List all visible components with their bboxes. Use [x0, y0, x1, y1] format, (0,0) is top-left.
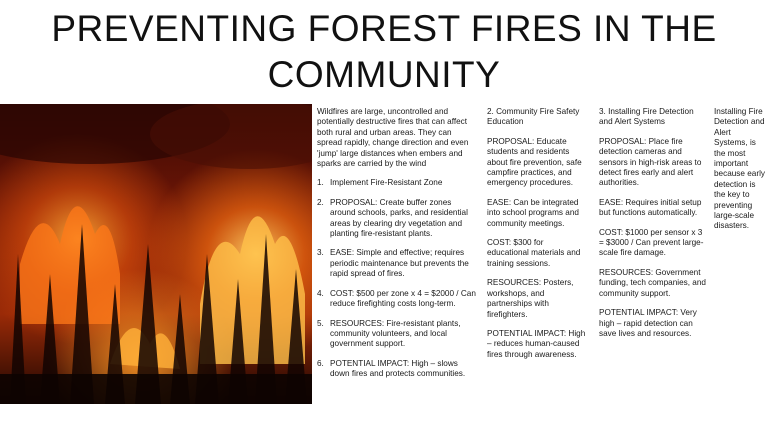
column-fire-detection-systems — [599, 107, 709, 348]
list-item: 5. RESOURCES: Fire-resistant plants, community volunteers, and local government support. — [317, 318, 461, 349]
intro-paragraph: Wildfires are large, uncontrolled and potentially destructive fires that can affect both rural and urban areas. They can spread rapidly, change direction and even 'jump' large distances when embers and sparks are carried by the wind — [317, 107, 469, 169]
impact-text: POTENTIAL IMPACT: High – reduces human-caused fires through awareness. — [487, 328, 586, 359]
list-item: 4. COST: $500 per zone x 4 = $2000 / Can reduce firefighting costs long-term. — [317, 288, 476, 309]
section-heading: 2. Community Fire Safety Education — [487, 107, 580, 127]
column-conclusion — [714, 107, 766, 241]
list-item: 2. PROPOSAL: Create buffer zones around schools, parks, and residential areas by clearing dry vegetation and planting fire-resistant plants. — [317, 197, 468, 239]
slide-title-line-1: PREVENTING FOREST FIRES IN THE — [51, 8, 717, 49]
column-fire-safety-education — [487, 107, 587, 369]
list-item: 6. POTENTIAL IMPACT: High – slows down fires and protects communities. — [317, 358, 466, 379]
forest-fire-photo — [0, 104, 312, 404]
section-heading: 3. Installing Fire Detection and Alert Systems — [599, 107, 694, 127]
resources-text: RESOURCES: Government funding, tech companies, and community support. — [599, 267, 706, 298]
slide-title-line-2: COMMUNITY — [267, 54, 501, 95]
ease-text: EASE: Can be integrated into school programs and community meetings. — [487, 197, 579, 228]
conclusion-text: Installing Fire Detection and Alert Systems, is the most important because early detection is the key to preventing large-scale disasters. — [714, 107, 765, 231]
list-item: 3. EASE: Simple and effective; requires periodic maintenance but prevents the rapid spread of fires. — [317, 248, 469, 279]
list-item: 1. Implement Fire-Resistant Zone — [317, 178, 443, 188]
column-wildfires-overview — [317, 107, 477, 389]
ease-text: EASE: Requires initial setup but functions automatically. — [599, 197, 702, 218]
cost-text: COST: $300 for educational materials and training sessions. — [487, 238, 581, 268]
proposal-text: PROPOSAL: Place fire detection cameras and sensors in high-risk areas to detect fires early and alert authorities. — [599, 136, 702, 188]
proposal-text: PROPOSAL: Educate students and residents about fire prevention, safe campfire practices, and emergency procedures. — [487, 136, 582, 188]
slide-title — [0, 6, 768, 98]
cost-text: COST: $1000 per sensor x 3 = $3000 / Can prevent large-scale fire damage. — [599, 227, 704, 258]
impact-text: POTENTIAL IMPACT: Very high – rapid detection can save lives and resources. — [599, 308, 697, 338]
zone-list — [317, 178, 477, 379]
resources-text: RESOURCES: Posters, workshops, and partnerships with firefighters. — [487, 278, 574, 319]
